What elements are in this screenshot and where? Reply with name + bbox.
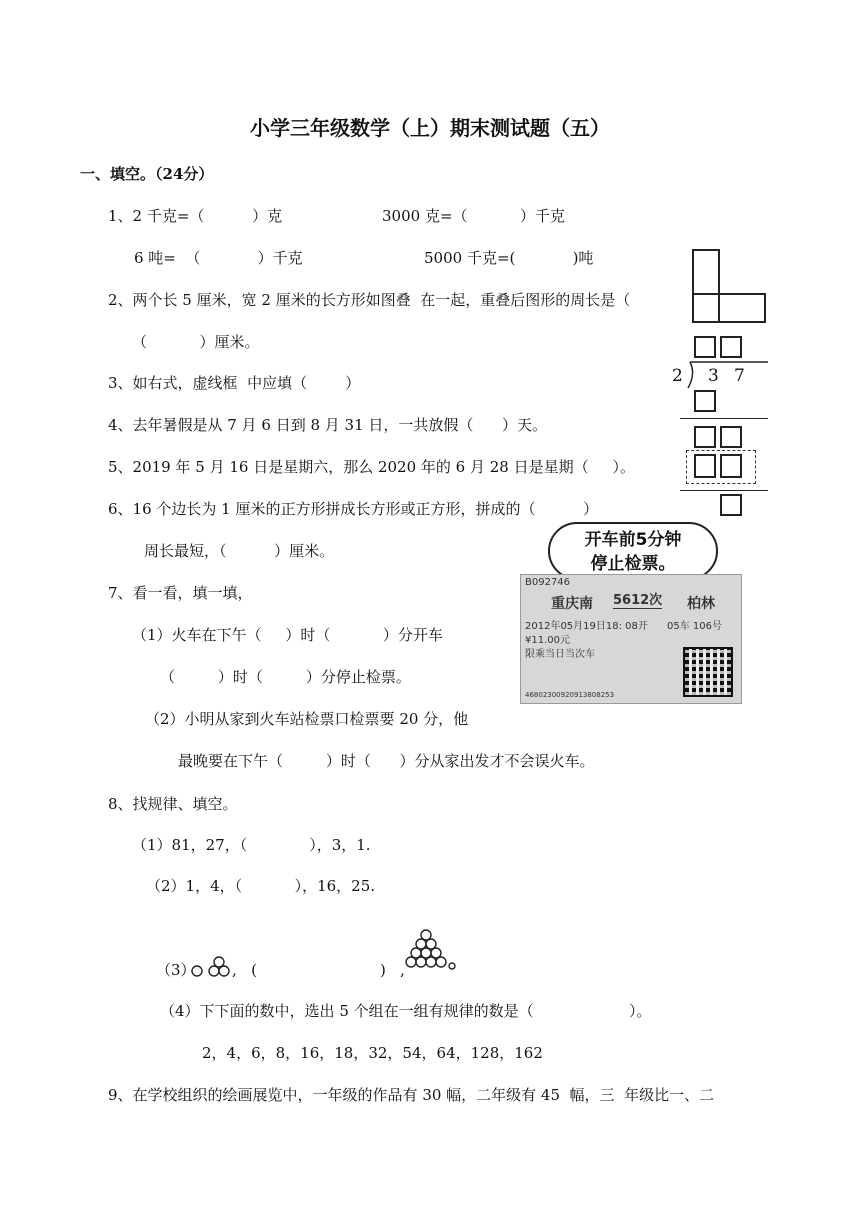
q8-number-list: 2，4，6，8，16，18，32，54，64，128，162 [202,1044,543,1062]
circle-pattern-triangle [398,926,460,978]
q5-line: 5、2019 年 5 月 16 日是星期六，那么 2020 年的 6 月 28 日是星期（ ）。 [108,458,635,476]
q7-heading: 7、看一看，填一填， [108,584,253,602]
q9-line: 9、在学校组织的绘画展览中，一年级的作品有 30 幅，二年级有 45 幅，三 年级比一、二 [108,1086,715,1104]
divisor: 2 [672,366,683,386]
q3-line: 3、如右式，虚线框 中应填（ ） [108,374,361,392]
dividend-digit-1: 3 [708,366,719,386]
speech-bubble [548,522,718,580]
q7-part2-line-b: 最晚要在下午（ ）时（ ）分从家出发才不会误火车。 [178,752,595,770]
q8-heading: 8、找规律、填空。 [108,795,238,813]
q7-part1-line-b: （ ）时（ ）分停止检票。 [160,668,411,686]
q1-line-c: 6 吨= （ ）千克 [134,249,303,267]
bubble-line-2: 停止检票。 [590,554,676,574]
ticket-from: 重庆南 [551,596,593,612]
overlap-rectangles-figure [692,249,766,323]
q1-line-d: 5000 千克=( )吨 [424,249,594,267]
ticket-price: ¥11.00元 [525,635,570,646]
qr-code-icon [683,647,733,697]
division-bracket [672,360,768,390]
q8-part4: （4）下下面的数中，选出 5 个组在一组有规律的数是（ ）。 [160,1002,652,1020]
ticket-train-number: 5612次 [613,589,662,609]
q8-part3-close: ) , [380,961,405,979]
train-ticket [520,574,742,704]
ticket-serial: B092746 [525,577,571,588]
q1-line-b: 3000 克=（ ）千克 [382,207,565,225]
ticket-code: 46802300920913808253 [525,691,615,699]
q8-part2: （2）1，4，（ ），16，25. [146,877,376,895]
bubble-line-1: 开车前5分钟 [584,530,682,550]
ticket-note: 限乘当日当次车 [525,649,595,660]
division-figure [672,334,768,520]
q2-line-a: 2、两个长 5 厘米，宽 2 厘米的长方形如图叠 在一起，重叠后图形的周长是（ [108,291,631,309]
section-heading: 一、填空。（24分） [80,165,214,183]
q8-part3-open: , ( [232,961,257,979]
q8-part1: （1）81，27，（ ），3，1. [132,836,371,854]
page-title: 小学三年级数学（上）期末测试题（五） [250,116,610,140]
q7-part2-line-a: （2）小明从家到火车站检票口检票要 20 分，他 [145,710,469,728]
q6-line-b: 周长最短，（ ）厘米。 [144,542,335,560]
q6-line-a: 6、16 个边长为 1 厘米的正方形拼成长方形或正方形，拼成的（ ） [108,500,599,518]
ticket-datetime: 2012年05月19日18: 08开 [525,621,648,632]
q2-line-b: （ ）厘米。 [132,333,260,351]
ticket-seat: 05车 106号 [667,621,722,632]
q1-line-a: 1、2 千克=（ ）克 [108,207,283,225]
ticket-to: 柏林 [687,596,715,612]
dividend-digit-2: 7 [734,366,745,386]
q8-part3-label: （3） [156,961,196,979]
q7-part1-line-a: （1）火车在下午（ ）时（ ）分开车 [132,626,443,644]
circle-pattern-1-3 [190,950,232,978]
q4-line: 4、去年暑假是从 7 月 6 日到 8 月 31 日，一共放假（ ）天。 [108,416,548,434]
